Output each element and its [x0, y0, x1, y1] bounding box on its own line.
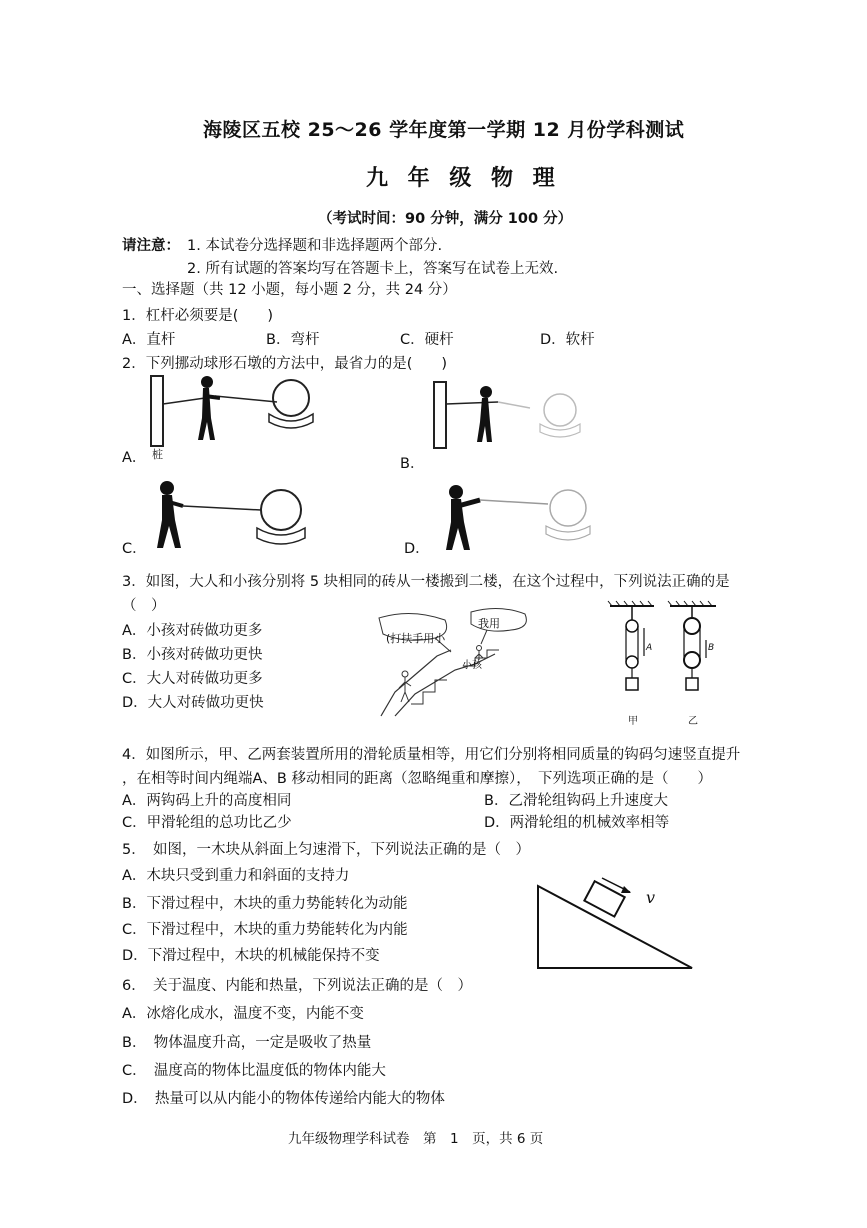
q6-stem: 6． 关于温度、内能和热量，下列说法正确的是（ ） — [122, 978, 472, 994]
q3-pulley-figure — [606, 600, 726, 724]
q3-option-d: D．大人对砖做功更快 — [122, 695, 264, 711]
q6-option-b: B． 物体温度升高，一定是吸收了热量 — [122, 1035, 372, 1051]
q1-option-b: B．弯杆 — [266, 332, 320, 348]
q6-option-a: A．冰熔化成水，温度不变，内能不变 — [122, 1006, 364, 1022]
q2-figure-a — [145, 372, 325, 472]
notice-line-1: 1. 本试卷分选择题和非选择题两个部分. — [187, 238, 443, 254]
q4-option-b: B．乙滑轮组钩码上升速度大 — [484, 793, 668, 809]
q3-pulley-label-yi: 乙 — [688, 716, 698, 727]
q5-stem: 5． 如图，一木块从斜面上匀速滑下，下列说法正确的是（ ） — [122, 842, 530, 858]
q3-speech-child: 我用 — [478, 617, 500, 630]
q1-stem: 1．杠杆必须要是( ) — [122, 308, 274, 324]
q5-incline-figure — [530, 870, 700, 976]
q5-option-a: A．木块只受到重力和斜面的支持力 — [122, 868, 350, 884]
q6-option-d: D． 热量可以从内能小的物体传递给内能大的物体 — [122, 1091, 445, 1107]
q2-label-d: D． — [404, 541, 430, 557]
exam-subtitle: 九 年 级 物 理 — [366, 166, 561, 191]
q3-stem-2: （ ） — [122, 598, 166, 614]
section-heading: 一、选择题（共 12 小题，每小题 2 分，共 24 分） — [122, 282, 457, 298]
q2-stem: 2．下列挪动球形石墩的方法中，最省力的是( ) — [122, 356, 448, 372]
notice-line-2: 2. 所有试题的答案均写在答题卡上，答案写在试卷上无效. — [187, 261, 559, 277]
q1-option-a: A．直杆 — [122, 332, 176, 348]
q3-child-label: 小孩 — [462, 660, 482, 671]
exam-info: （考试时间：90 分钟，满分 100 分） — [318, 211, 573, 227]
notice-label: 请注意： — [122, 238, 180, 254]
q1-option-d: D．软杆 — [540, 332, 595, 348]
q2-post-label: 桩 — [152, 448, 163, 461]
q2-figure-c — [145, 478, 325, 558]
q5-velocity-label: v — [646, 888, 656, 907]
q5-option-d: D．下滑过程中，木块的机械能保持不变 — [122, 948, 380, 964]
exam-title: 海陵区五校 25～26 学年度第一学期 12 月份学科测试 — [203, 119, 685, 141]
q4-line-1: 4．如图所示，甲、乙两套装置所用的滑轮质量相等，用它们分别将相同质量的钩码匀速竖直提升 — [122, 747, 741, 763]
q3-pulley-label-b: B — [708, 643, 715, 653]
q2-figure-b — [428, 372, 608, 472]
q2-figure-d — [440, 478, 610, 558]
page-footer: 九年级物理学科试卷 第 1 页，共 6 页 — [288, 1131, 544, 1147]
q2-label-b: B． — [400, 456, 425, 472]
q3-stem: 3．如图，大人和小孩分别将 5 块相同的砖从一楼搬到二楼，在这个过程中，下列说法正确的是 — [122, 574, 730, 590]
q2-label-a: A． — [122, 450, 147, 466]
q4-option-c: C．甲滑轮组的总功比乙少 — [122, 815, 292, 831]
q3-option-a: A．小孩对砖做功更多 — [122, 623, 263, 639]
q4-option-a: A．两钩码上升的高度相同 — [122, 793, 292, 809]
q5-option-b: B．下滑过程中，木块的重力势能转化为动能 — [122, 896, 408, 912]
q3-option-b: B．小孩对砖做功更快 — [122, 647, 263, 663]
q3-option-c: C．大人对砖做功更多 — [122, 671, 263, 687]
q1-option-c: C．硬杆 — [400, 332, 454, 348]
q4-line-2: ，在相等时间内绳端A、B 移动相同的距离（忽略绳重和摩擦）， 下列选项正确的是（ ） — [122, 771, 712, 787]
q4-option-d: D．两滑轮组的机械效率相等 — [484, 815, 670, 831]
q3-pulley-label-a: A — [646, 643, 653, 653]
q5-option-c: C．下滑过程中，木块的重力势能转化为内能 — [122, 922, 408, 938]
q3-speech-adult: (打扶手用小 — [386, 632, 446, 645]
q2-label-c: C． — [122, 541, 147, 557]
q3-pulley-label-jia: 甲 — [628, 716, 638, 727]
q6-option-c: C． 温度高的物体比温度低的物体内能大 — [122, 1063, 386, 1079]
